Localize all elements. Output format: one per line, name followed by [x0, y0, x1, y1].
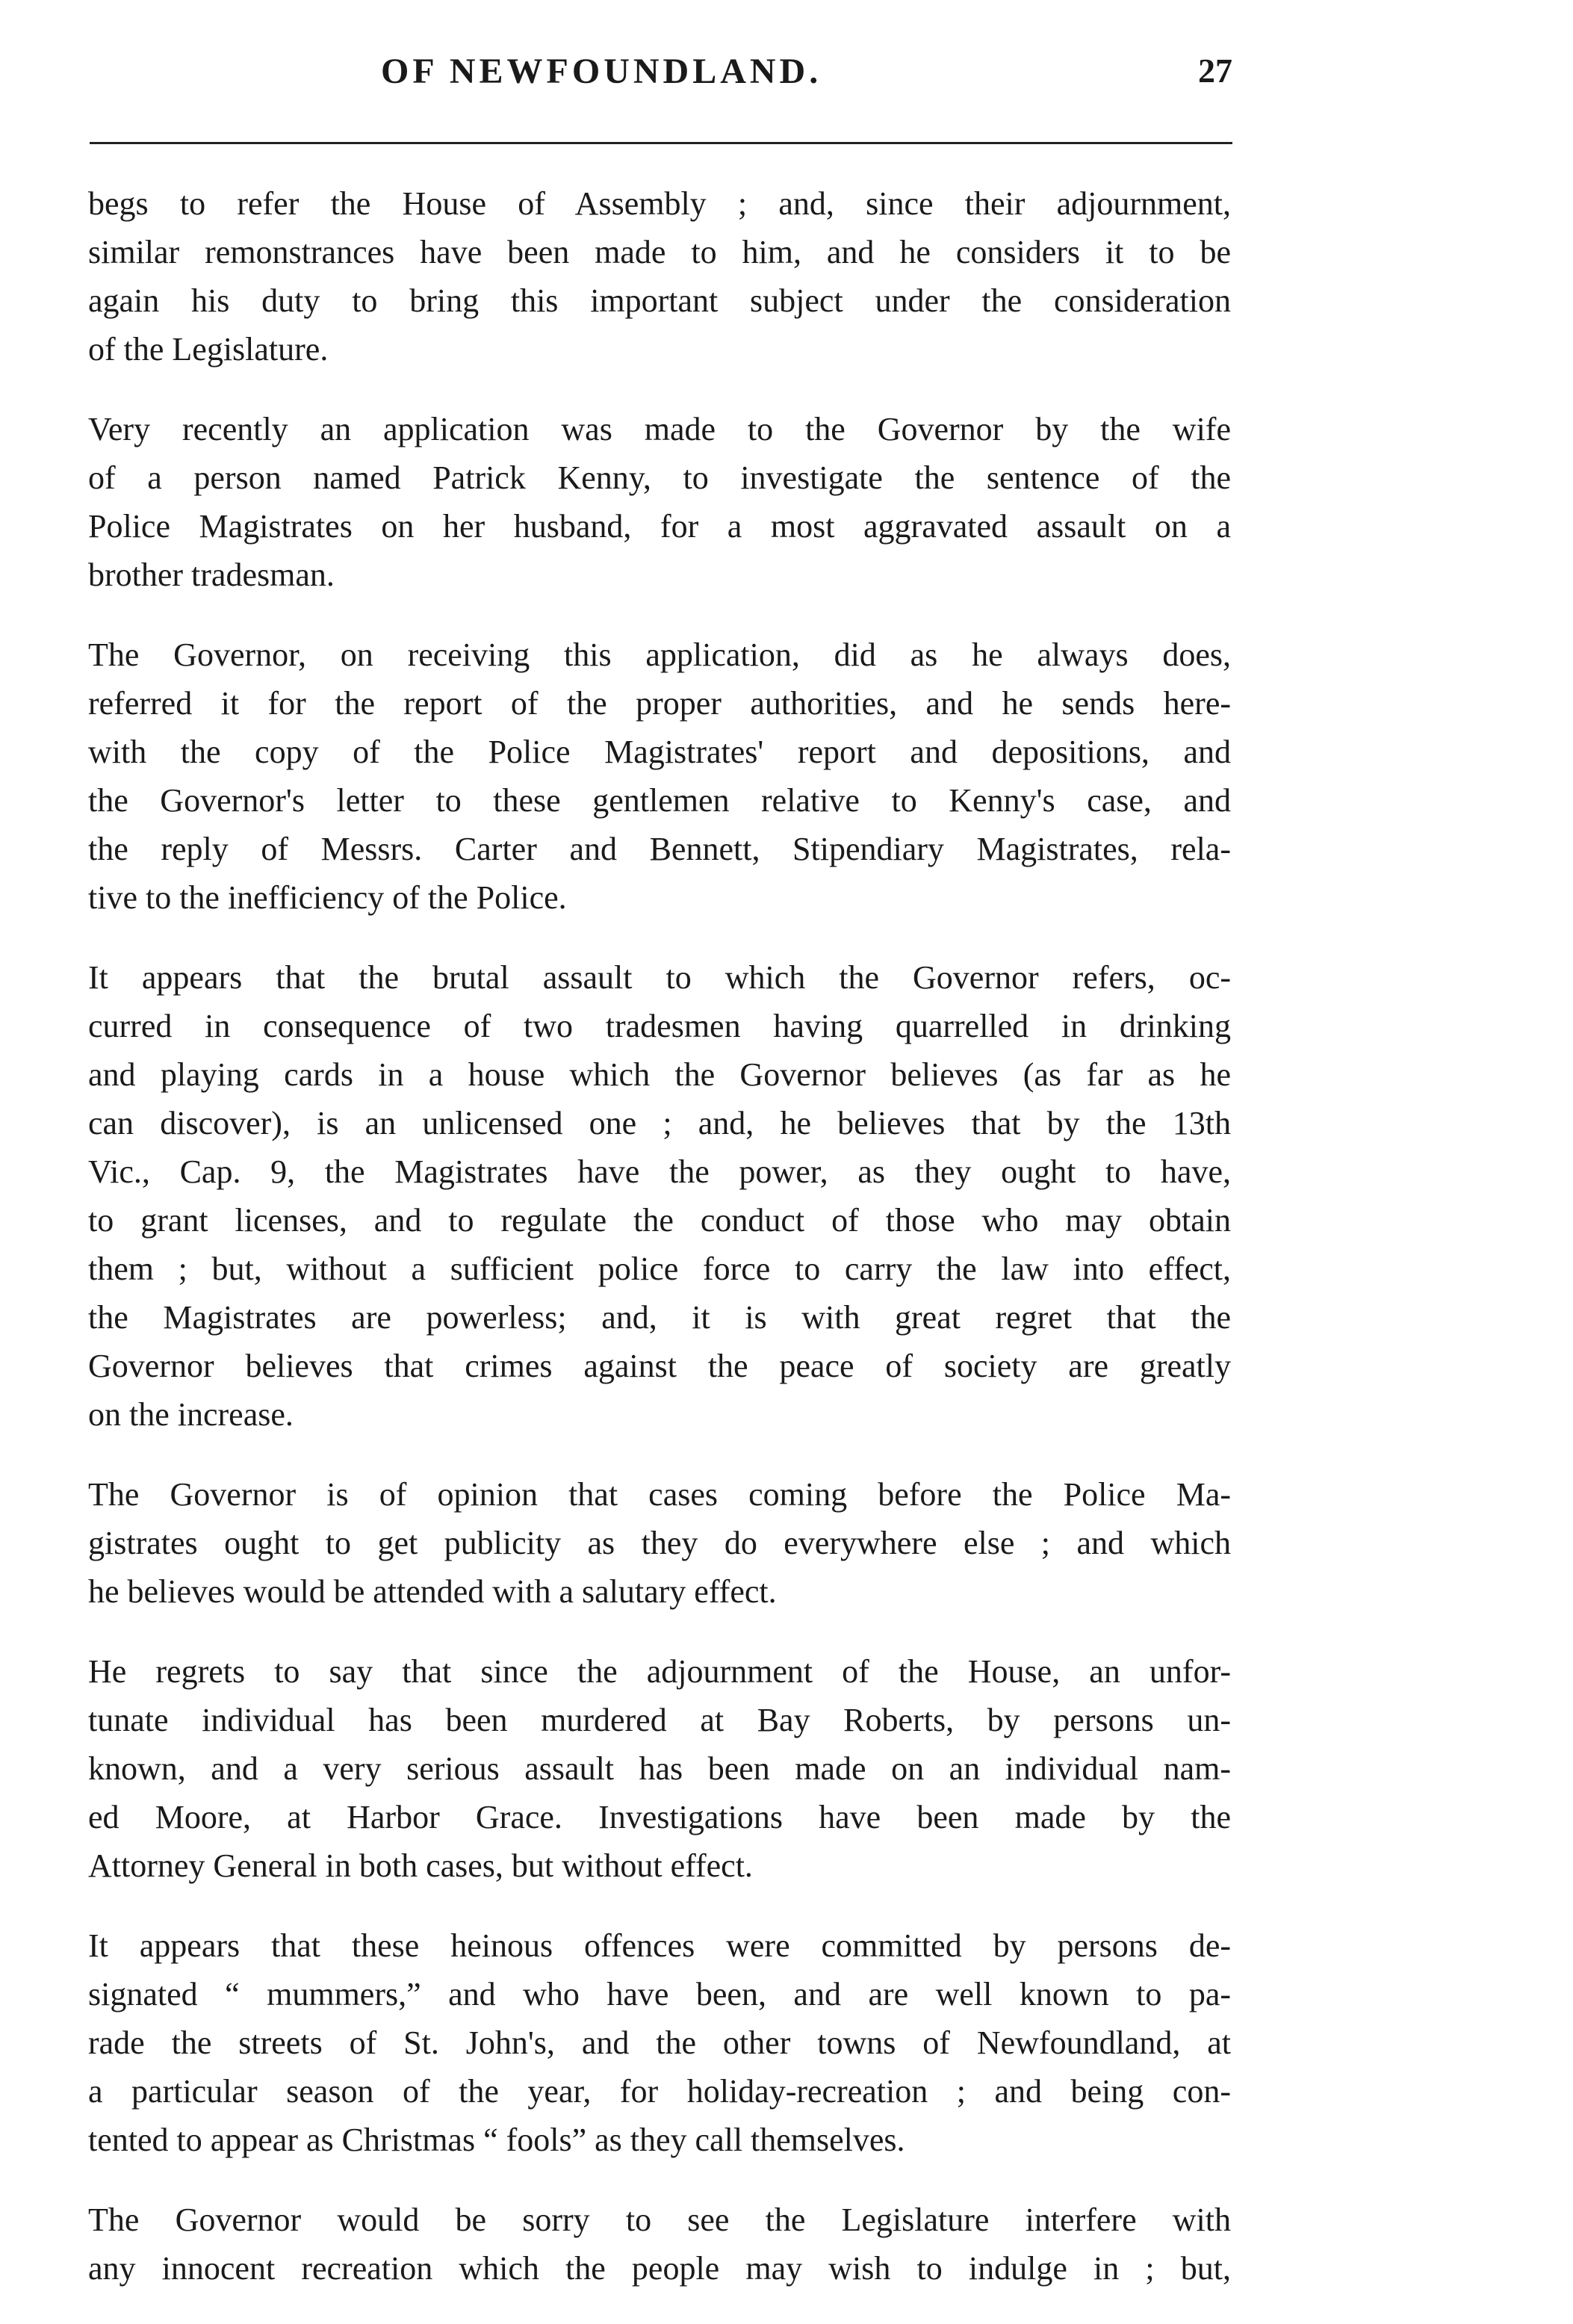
text-line: Vic., Cap. 9, the Magistrates have the power, as they ought to have, [88, 1153, 1231, 1190]
text-line: similar remonstrances have been made to him, and he considers it to be [88, 234, 1231, 270]
text-line: It appears that the brutal assault to which the Governor refers, oc- [88, 959, 1231, 996]
text-line: to grant licenses, and to regulate the conduct of those who may obtain [88, 1202, 1231, 1239]
text-line: rade the streets of St. John's, and the other towns of Newfoundland, at [88, 2024, 1231, 2061]
text-line: begs to refer the House of Assembly ; and, since their adjournment, [88, 185, 1231, 222]
text-line: ed Moore, at Harbor Grace. Investigations have been made by the [88, 1799, 1231, 1835]
text-line: known, and a very serious assault has been made on an individual nam- [88, 1750, 1231, 1787]
text-line: gistrates ought to get publicity as they do everywhere else ; and which [88, 1525, 1231, 1561]
text-line: the reply of Messrs. Carter and Bennett, Stipendiary Magistrates, rela- [88, 831, 1231, 867]
text-line: referred it for the report of the proper authorities, and he sends here- [88, 685, 1231, 722]
text-line: a particular season of the year, for holiday-recreation ; and being con- [88, 2073, 1231, 2110]
text-line: them ; but, without a sufficient police force to carry the law into effect, [88, 1251, 1231, 1287]
paragraph [88, 1647, 1231, 1890]
text-line: Attorney General in both cases, but without effect. [88, 1847, 753, 1884]
running-title: OF NEWFOUNDLAND. [381, 52, 822, 91]
text-line: The Governor would be sorry to see the Legislature interfere with [88, 2201, 1231, 2238]
paragraph [88, 405, 1231, 599]
paragraph [88, 953, 1231, 1439]
text-line: tented to appear as Christmas “ fools” as they call themselves. [88, 2122, 905, 2158]
header-rule [90, 142, 1232, 144]
text-line: The Governor, on receiving this application, did as he always does, [88, 636, 1231, 673]
text-line: It appears that these heinous offences were committed by persons de- [88, 1927, 1231, 1964]
paragraph [88, 1921, 1231, 2164]
text-line: tunate individual has been murdered at Bay Roberts, by persons un- [88, 1702, 1231, 1738]
text-line: the Magistrates are powerless; and, it is with great regret that the [88, 1299, 1231, 1336]
text-line: the Governor's letter to these gentlemen relative to Kenny's case, and [88, 782, 1231, 819]
text-line: on the increase. [88, 1396, 294, 1433]
paragraph [88, 179, 1231, 374]
text-line: brother tradesman. [88, 557, 335, 593]
text-line: can discover), is an unlicensed one ; and, he believes that by the 13th [88, 1105, 1231, 1141]
text-line: with the copy of the Police Magistrates' report and depositions, and [88, 734, 1231, 770]
text-line: curred in consequence of two tradesmen having quarrelled in drinking [88, 1008, 1231, 1044]
text-line: The Governor is of opinion that cases coming before the Police Ma- [88, 1476, 1231, 1513]
text-line: he believes would be attended with a salutary effect. [88, 1573, 777, 1610]
body-text [88, 179, 1231, 2324]
text-line: Police Magistrates on her husband, for a most aggravated assault on a [88, 508, 1231, 545]
text-line: Governor believes that crimes against the peace of society are greatly [88, 1348, 1231, 1384]
paragraph [88, 2196, 1231, 2293]
text-line: any innocent recreation which the people may wish to indulge in ; but, [88, 2250, 1231, 2287]
text-line: tive to the inefficiency of the Police. [88, 879, 567, 916]
paragraph [88, 1470, 1231, 1616]
paragraph [88, 630, 1231, 922]
text-line: signated “ mummers,” and who have been, and are well known to pa- [88, 1976, 1231, 2012]
text-line: He regrets to say that since the adjournment of the House, an unfor- [88, 1653, 1231, 1690]
page-number: 27 [1198, 52, 1232, 90]
text-line: of the Legislature. [88, 331, 329, 368]
text-line: of a person named Patrick Kenny, to investigate the sentence of the [88, 459, 1231, 496]
running-head [90, 51, 1232, 103]
text-line: again his duty to bring this important subject under the consideration [88, 282, 1231, 319]
text-line: and playing cards in a house which the Governor believes (as far as he [88, 1056, 1231, 1093]
text-line: Very recently an application was made to the Governor by the wife [88, 411, 1231, 447]
